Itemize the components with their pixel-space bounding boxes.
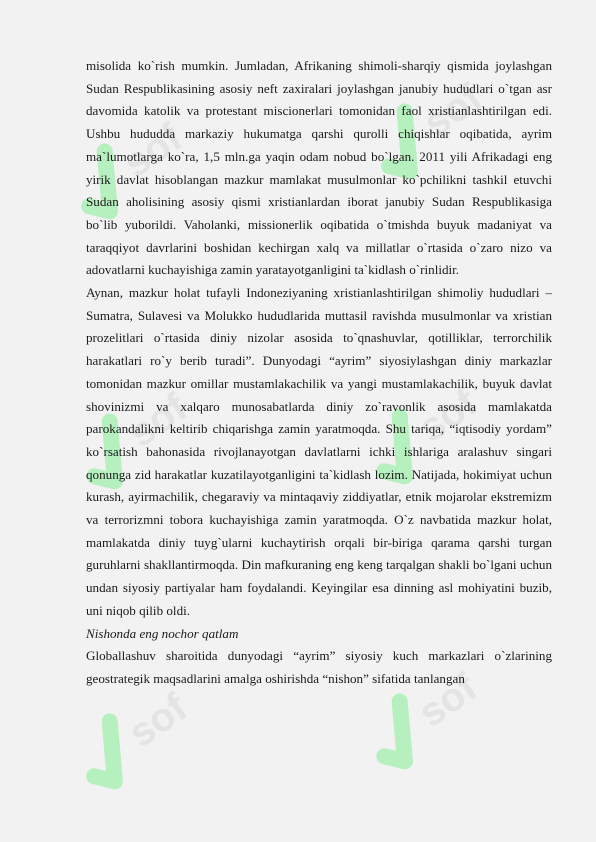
watermark-letters: sof [120, 685, 196, 756]
check-icon [74, 721, 140, 789]
watermark-letters: sof [410, 665, 486, 736]
paragraph: Aynan, mazkur holat tufayli Indoneziyaning xristianlashtirilgan shimoliy hududlari – Sumatra, Sulavesi va Molukko hududlarida muttasil ravishda musulmonlar va xristian prozelitlari o`rtasida diniy nizolar asosida to`qnashuvlar, qotilliklar, terrorchilik harakatlari ro`y berib turadi”. Dunyodagi “ayrim” siyosiylashgan diniy markazlar tomonidan mazkur omillar mustamlakachilik va yangi mustamlakachilik, buyuk davlat shovinizmi va xalqaro munosabatlarda diniy zo`ravonlik asosida mamlakatda parokandalikni keltirib chiqarishga zamin yaratmoqda. Shu tariqa, “iqtisodiy yordam” ko`rsatish bahonasida rivojlanayotgan davlatlarni ichki ishlariga aralashuv singari qonunga zid harakatlar kuzatilayotganligini ta`kidlash lozim. Natijada, hokimiyat uchun kurash, ayirmachilik, chegaraviy va mintaqaviy ziddiyatlar, etnik mojarolar ekstremizm va terrorizmni tobora kuchayishiga zamin yaratmoqda. O`z navbatida mazkur holat, mamlakatda diniy tuyg`ularni kuchaytirish orqali bir-biriga qarama qarshi turgan guruhlarni shakllantirmoqda. Din mafkuraning eng keng tarqalgan shakli bo`lgani uchun undan siyosiy partiyalar ham foydalandi. Keyingilar esa dinning asl mohiyatini buzib, uni niqob qilib oldi. [86, 285, 552, 618]
page-body [86, 55, 552, 691]
watermark-letters: sof [410, 380, 486, 451]
section-subheading: Nishonda eng nochor qatlam [86, 625, 239, 641]
check-icon [364, 701, 430, 769]
paragraph-final: Globallashuv sharoitida dunyodagi “ayrim” siyosiy kuch markazlari o`zlarining geostrategik maqsadlarini amalga oshirishda “nishon” sifatida tanlangan [86, 648, 552, 686]
watermark-letters: sof [115, 115, 191, 186]
watermark-letters: sof [120, 385, 196, 456]
watermark-letters: sof [415, 75, 491, 146]
paragraph-continued: misolida ko`rish mumkin. Jumladan, Afrikaning shimoli-sharqiy qismida joylashgan Sudan Respublikasining asosiy neft zaxiralari joylashgan janubiy hududlari o`tgan asr davomida katolik va protestant miscionerlari tomonidan faol xristianlashtirilgan edi. Ushbu hududda markaziy hukumatga qarshi qurolli chiqishlar oqibatida, ayrim ma`lumotlarga ko`ra, 1,5 mln.ga yaqin odam nobud bo`lgan. 2011 yili Afrikadagi eng yirik davlat hisoblangan mazkur mamlakat musulmonlar ko`pchilikni tashkil etuvchi Sudan aholisining asosiy qismi xristianlardan iborat janubiy Sudan Respublikasiga bo`lib yuborildi. Vaholanki, missionerlik oqibatida o`tmishda buyuk madaniyat va taraqqiyot davrlarini boshidan kechirgan xalq va millatlar o`rtasida o`zaro nizo va adovatlarni kuchayishiga zamin yaratayotganligini ta`kidlash o`rinlidir. [86, 58, 552, 278]
watermark-mark-5 [74, 681, 198, 789]
